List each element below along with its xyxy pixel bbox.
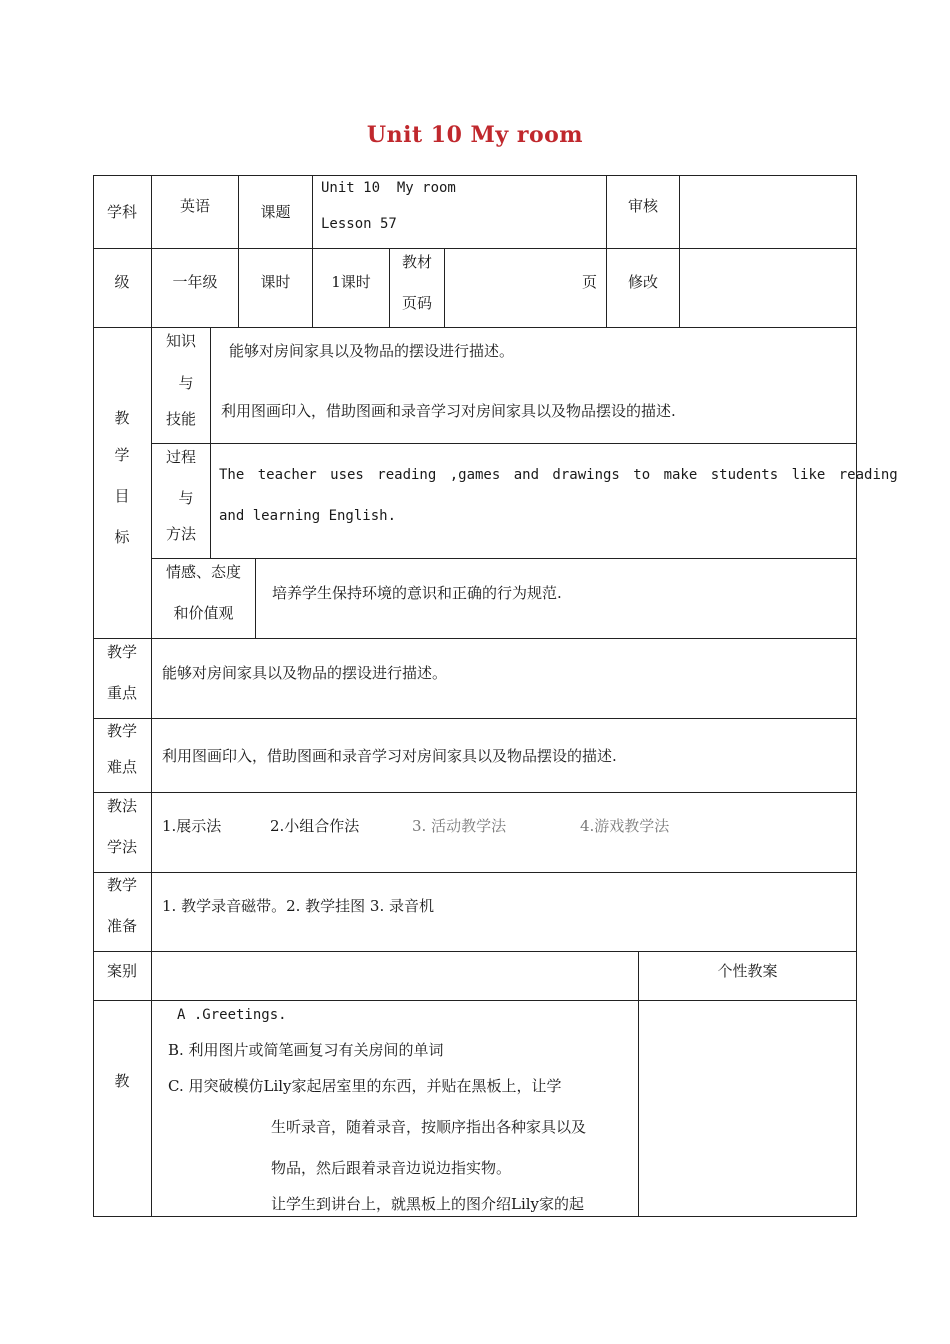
row-divider	[93, 327, 857, 328]
process-text: and learning English.	[219, 508, 397, 524]
knowledge-label: 技能	[165, 410, 196, 428]
case-label: 案别	[106, 962, 137, 980]
row-divider	[93, 718, 857, 719]
subject-value: 英语	[179, 197, 210, 215]
preparation-label: 准备	[106, 917, 137, 935]
topic-line-1: Unit 10 My room	[321, 180, 456, 196]
knowledge-text: 能够对房间家具以及物品的摆设进行描述。	[229, 342, 515, 360]
topic-label: 课题	[260, 203, 291, 221]
step-line: 生听录音，随着录音，按顺序指出各种家具以及	[271, 1118, 587, 1136]
row-divider	[93, 1000, 857, 1001]
column-divider	[638, 951, 639, 1217]
review-label: 审核	[627, 197, 658, 215]
objectives-label-char: 目	[114, 487, 130, 505]
emotion-text: 培养学生保持环境的意识和正确的行为规范.	[272, 584, 562, 602]
preparation-label: 教学	[106, 876, 137, 894]
method-item: 1.展示法	[162, 817, 222, 835]
row-divider	[152, 443, 857, 444]
preparation-text: 1. 教学录音磁带。2. 教学挂图 3. 录音机	[162, 897, 435, 915]
method-item: 3. 活动教学法	[412, 817, 507, 835]
revise-label: 修改	[627, 273, 658, 291]
step-line: C. 用突破模仿Lily家起居室里的东西，并贴在黑板上，让学	[168, 1077, 562, 1095]
textbook-label: 教材	[401, 253, 432, 271]
column-divider	[210, 327, 211, 559]
period-label: 课时	[260, 273, 291, 291]
difficulties-label: 教学	[106, 722, 137, 740]
table-border-bottom	[93, 1216, 857, 1217]
grade-label: 级	[114, 273, 130, 291]
column-divider	[255, 558, 256, 639]
step-line: A .Greetings.	[177, 1007, 287, 1023]
period-value: 1课时	[331, 273, 371, 291]
row-divider	[93, 248, 857, 249]
row-divider	[93, 792, 857, 793]
column-divider	[238, 175, 239, 328]
methods-label: 学法	[106, 838, 137, 856]
difficulties-text: 利用图画印入，借助图画和录音学习对房间家具以及物品摆设的描述.	[162, 747, 617, 765]
topic-line-2: Lesson 57	[321, 216, 397, 232]
process-label: 方法	[165, 525, 196, 543]
step-line: 让学生到讲台上，就黑板上的图介绍Lily家的起	[271, 1195, 585, 1213]
column-divider	[679, 175, 680, 328]
emotion-label: 和价值观	[173, 604, 234, 622]
grade-value: 一年级	[172, 273, 218, 291]
table-border-right	[856, 175, 857, 1217]
methods-label: 教法	[106, 797, 137, 815]
row-divider	[93, 951, 857, 952]
page-title: Unit 10 My room	[366, 122, 584, 148]
objectives-label-char: 教	[114, 409, 130, 427]
row-divider	[93, 872, 857, 873]
table-border-top	[93, 175, 857, 176]
row-divider	[93, 638, 857, 639]
personal-plan-label: 个性教案	[717, 962, 778, 980]
process-label: 与	[178, 489, 194, 507]
key-points-label: 重点	[106, 684, 137, 702]
page-suffix: 页	[582, 273, 598, 291]
process-label: 过程	[165, 448, 196, 466]
step-line: B. 利用图片或简笔画复习有关房间的单词	[168, 1041, 444, 1059]
key-points-label: 教学	[106, 643, 137, 661]
row-divider	[152, 558, 857, 559]
column-divider	[444, 248, 445, 328]
knowledge-text: 利用图画印入，借助图画和录音学习对房间家具以及物品摆设的描述.	[221, 402, 676, 420]
key-points-text: 能够对房间家具以及物品的摆设进行描述。	[162, 664, 448, 682]
step-line: 物品，然后跟着录音边说边指实物。	[271, 1159, 512, 1177]
difficulties-label: 难点	[106, 758, 137, 776]
process-text: The teacher uses reading ,games and drawings to make students like reading	[219, 467, 898, 483]
method-item: 2.小组合作法	[270, 817, 360, 835]
subject-label: 学科	[106, 203, 137, 221]
method-item: 4.游戏教学法	[580, 817, 670, 835]
emotion-label: 情感、态度	[165, 563, 241, 581]
knowledge-label: 与	[178, 374, 194, 392]
process-steps-label: 教	[114, 1072, 130, 1090]
objectives-label-char: 标	[114, 528, 130, 546]
objectives-label-char: 学	[114, 446, 130, 464]
knowledge-label: 知识	[165, 332, 196, 350]
page-code-label: 页码	[401, 294, 432, 312]
column-divider	[312, 175, 313, 328]
